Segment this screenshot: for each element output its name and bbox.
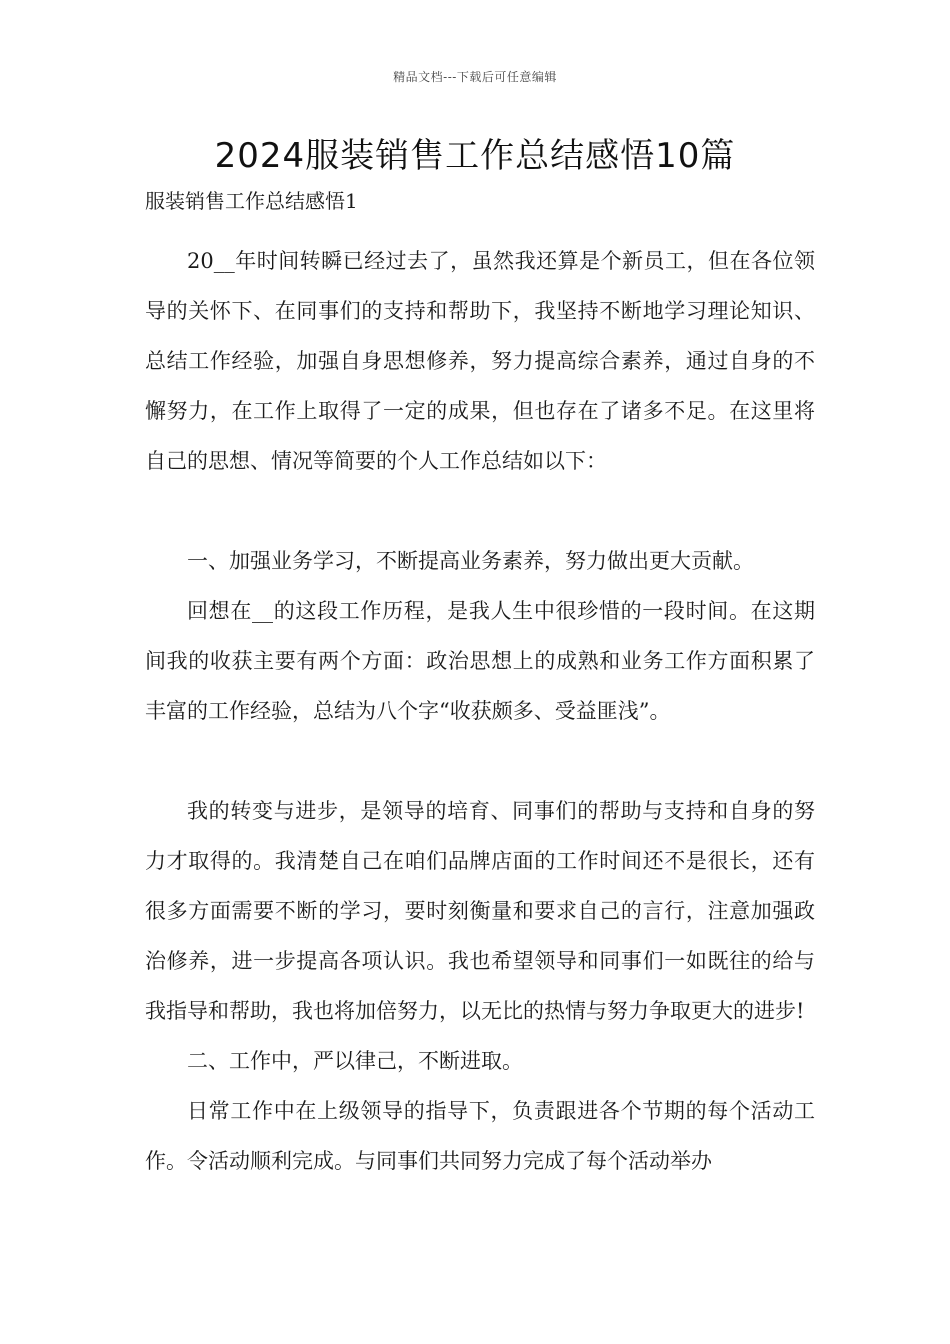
page-header-note: 精品文档---下载后可任意编辑: [393, 70, 557, 84]
section-subtitle: 服装销售工作总结感悟1: [145, 189, 358, 213]
document-body: [145, 186, 815, 1186]
paragraph-spacer: [145, 486, 815, 536]
section-heading-2: 二、工作中，严以律己，不断进取。: [187, 1049, 523, 1073]
paragraph-daily-work: 日常工作中在上级领导的指导下，负责跟进各个节期的每个活动工作。令活动顺利完成。与同事们共同努力完成了每个活动举办: [145, 1099, 815, 1173]
paragraph-intro: 20__年时间转瞬已经过去了，虽然我还算是个新员工，但在各位领导的关怀下、在同事们的支持和帮助下，我坚持不断地学习理论知识、总结工作经验，加强自身思想修养，努力提高综合素养，通过自身的不懈努力，在工作上取得了一定的成果，但也存在了诸多不足。在这里将自己的思想、情况等简要的个人工作总结如以下：: [145, 249, 815, 473]
document-title: 2024服装销售工作总结感悟10篇: [214, 136, 736, 176]
section-heading-1: 一、加强业务学习，不断提高业务素养，努力做出更大贡献。: [187, 549, 754, 573]
paragraph-spacer: [145, 736, 815, 786]
paragraph-progress: 我的转变与进步，是领导的培育、同事们的帮助与支持和自身的努力才取得的。我清楚自己在咱们品牌店面的工作时间还不是很长，还有很多方面需要不断的学习，要时刻衡量和要求自己的言行，注意加强政治修养，进一步提高各项认识。我也希望领导和同事们一如既往的给与我指导和帮助，我也将加倍努力，以无比的热情与努力争取更大的进步!: [145, 799, 815, 1023]
paragraph-reflection: 回想在__的这段工作历程，是我人生中很珍惜的一段时间。在这期间我的收获主要有两个方面：政治思想上的成熟和业务工作方面积累了丰富的工作经验，总结为八个字“收获颇多、受益匪浅”。: [145, 599, 815, 723]
